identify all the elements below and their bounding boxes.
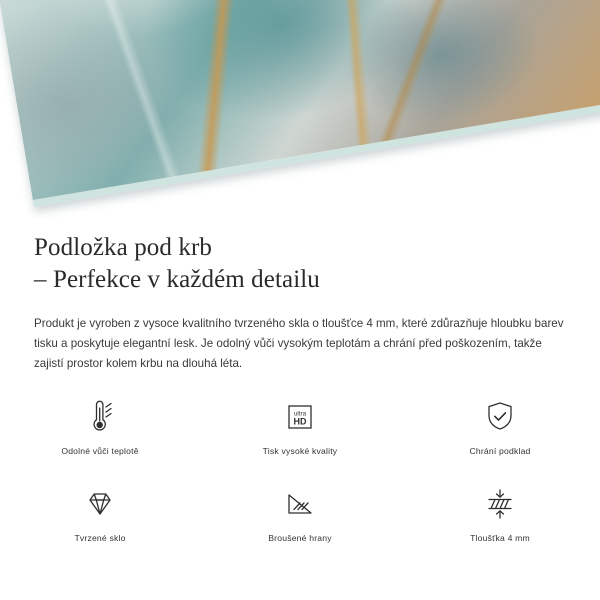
feature-item-protection	[400, 395, 600, 470]
feature-item-print-quality	[200, 395, 400, 470]
feature-label: Tvrzené sklo	[74, 533, 126, 543]
feature-item-temperature	[0, 395, 200, 470]
hero-image	[0, 0, 600, 218]
shield-check-icon	[478, 395, 522, 439]
headline-line-2: – Perfekce v každém detailu	[34, 266, 320, 293]
ultra-hd-icon	[278, 395, 322, 439]
feature-item-polished-edges	[200, 482, 400, 557]
description-paragraph: Produkt je vyroben z vysoce kvalitního tvrzeného skla o tloušťce 4 mm, které zdůrazňuje hloubku barev tisku a poskytuje elegantní lesk. Je odolný vůči vysokým teplotám a chrání před poškozením, takže zajistí prostor kolem krbu na dlouhá léta.	[34, 317, 564, 370]
glass-gloss-overlay	[0, 0, 600, 200]
text-content	[0, 218, 600, 374]
feature-label: Odolné vůči teplotě	[61, 446, 139, 456]
page-title	[0, 218, 600, 296]
hero-image-inner	[0, 0, 600, 218]
feature-item-tempered-glass	[0, 482, 200, 557]
sparkle-icon	[540, 186, 570, 216]
headline-line-1: Podložka pod krb	[34, 234, 212, 261]
feature-label: Tisk vysoké kvality	[262, 446, 338, 456]
svg-text:ultra: ultra	[293, 410, 307, 418]
thermometer-icon	[78, 395, 122, 439]
thickness-arrows-icon	[478, 482, 522, 526]
sparkle-icon	[500, 160, 552, 212]
feature-label: Broušené hrany	[268, 533, 332, 543]
feature-item-thickness	[400, 482, 600, 557]
sparkle-icon	[470, 190, 488, 208]
polished-edges-icon	[278, 482, 322, 526]
diamond-icon	[78, 482, 122, 526]
svg-text:HD: HD	[293, 416, 307, 427]
feature-label: Tloušťka 4 mm	[470, 533, 530, 543]
marble-glass-panel	[0, 0, 600, 207]
feature-label: Chrání podklad	[469, 446, 531, 456]
feature-grid	[0, 395, 600, 557]
